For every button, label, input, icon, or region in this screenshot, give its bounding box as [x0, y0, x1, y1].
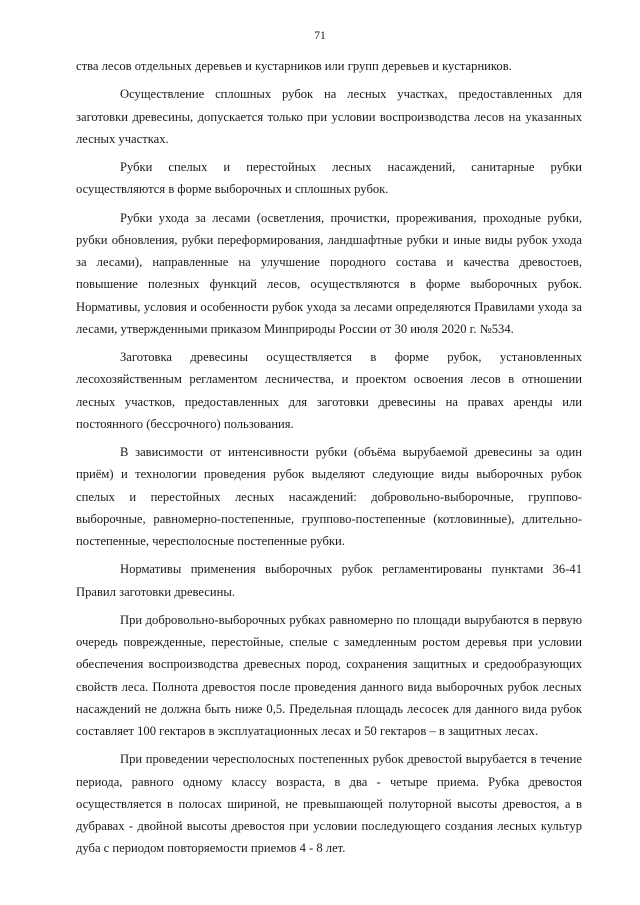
paragraph: При проведении чересполосных постепенных рубок древостой вырубается в течение периода, равного одному классу возраста, в два - четыре приема. Рубка древостоя осуществляется в полосах шириной, не превышающей полуторной высоты древостоя, а в дубравах - двойной высоты древостоя при условии последующего создания лесных культур дуба с периодом повторяемости приемов 4 - 8 лет.: [76, 752, 582, 856]
document-body: [76, 55, 582, 866]
page-number: 71: [314, 30, 326, 42]
paragraph: Заготовка древесины осуществляется в форме рубок, установленных лесохозяйственным регламентом лесничества, и проектом освоения лесов в отношении лесных участков, предоставленных для заготовки древесины на правах аренды или постоянного (бессрочного) пользования.: [76, 350, 582, 431]
paragraph: Рубки ухода за лесами (осветления, прочистки, прореживания, проходные рубки, рубки обновления, рубки переформирования, ландшафтные рубки и иные виды рубок ухода за лесами), направленные на улучшение породного состава и качества древостоев, повышение полезных функций лесов, осуществляются в форме выборочных рубок. Нормативы, условия и особенности рубок ухода за лесами определяются Правилами ухода за лесами, утвержденными приказом Минприроды России от 30 июля 2020 г. №534.: [76, 210, 582, 336]
paragraph-continuation: ства лесов отдельных деревьев и кустарников или групп деревьев и кустарников.: [76, 59, 512, 73]
paragraph: Осуществление сплошных рубок на лесных участках, предоставленных для заготовки древесины, допускается только при условии воспроизводства лесов на указанных лесных участках.: [76, 87, 582, 146]
paragraph: В зависимости от интенсивности рубки (объёма вырубаемой древесины за один приём) и технологии проведения рубок выделяют следующие виды выборочных рубок спелых и перестойных лесных насаждений: добровольно-выборочные, группово-выборочные, равномерно-постепенные, группово-постепенные (котловинные), длительно-постепенные, чересполосные постепенные рубки.: [76, 445, 582, 548]
paragraph: При добровольно-выборочных рубках равномерно по площади вырубаются в первую очередь поврежденные, перестойные, спелые с замедленным ростом деревья при условии обеспечения воспроизводства древесных пород, сохранения защитных и средообразующих свойств леса. Полнота древостоя после проведения данного вида выборочных рубок лесных насаждений не должна быть ниже 0,5. Предельная площадь лесосек для данного вида рубок составляет 100 гектаров в эксплуатационных лесах и 50 гектаров – в защитных лесах.: [76, 612, 582, 738]
paragraph: Нормативы применения выборочных рубок регламентированы пунктами 36-41 Правил заготовки древесины.: [76, 562, 582, 599]
paragraph: Рубки спелых и перестойных лесных насаждений, санитарные рубки осуществляются в форме выборочных и сплошных рубок.: [76, 160, 582, 197]
